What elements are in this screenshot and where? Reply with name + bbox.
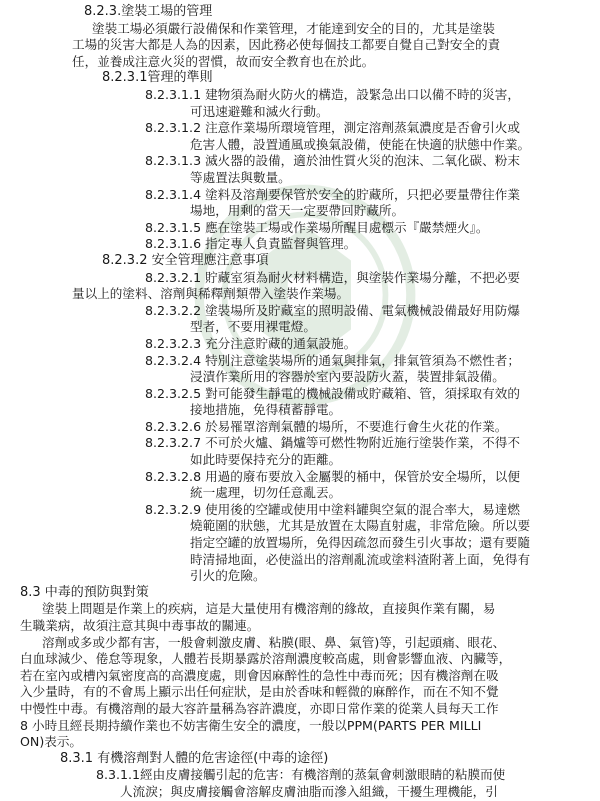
list-item: 8.2.3.2.3 充分注意貯藏的通氣設施。 [145,335,357,351]
list-item-continuation: 時清掃地面，必使溢出的溶劑亂流或塗料渣附著上面，免得有 [190,551,531,567]
list-item-continuation: 型者，不要用裸電燈。 [190,319,316,335]
list-item: 8.3.1.1經由皮膚接觸引起的危害：有機溶劑的蒸氣會刺激眼睛的粘膜而使 [96,767,506,783]
list-item-continuation: 可迅速避難和滅火行動。 [190,103,329,119]
section-heading-8-3-1: 8.3.1 有機溶劑對人體的危害途徑(中毒的途徑) [60,750,329,766]
list-item: 8.2.3.1.1 建物須為耐火防火的構造，設緊急出口以備不時的災害， [145,86,520,102]
list-item: 8.2.3.2.2 塗裝場所及貯藏室的照明設備、電氣機械設備最好用防爆 [145,302,520,318]
paragraph-line: 白血球減少、倦怠等現象，人體若長期暴露於溶劑濃度較高處，則會影響血液、內臟等， [20,651,512,667]
list-item-continuation: 統一處理，切勿任意亂丟。 [190,485,342,501]
list-item-continuation: 量以上的塗料、溶劑與稀釋劑類帶入塗裝作業場。 [72,286,350,302]
list-item-continuation: 浸漬作業所用的容器於室內要設防火蓋，裝置排氣設備。 [190,369,505,385]
paragraph-line: 入少量時，有的不會馬上顯示出任何症狀，是由於香味和輕微的麻醉作，而在不知不覺 [20,684,499,700]
list-item-continuation: 指定空罐的放置場所，免得因疏忽而發生引火事故；還有要隨 [190,535,531,551]
list-item-continuation: 燒範圍的狀態，尤其是放置在太陽直射處，非常危險。所以要 [190,518,531,534]
paragraph-line: 中慢性中毒。有機溶劑的最大容許量稱為容許濃度，亦即日常作業的從業人員每天工作 [20,701,499,717]
section-heading-8-3: 8.3 中毒的預防與對策 [20,584,149,600]
list-item: 8.2.3.1.2 注意作業場所環境管理，測定溶劑蒸氣濃度是否會引火或 [145,120,520,136]
list-item: 8.2.3.2.5 對可能發生靜電的機械設備或貯藏箱、管，須採取有效的 [145,385,520,401]
list-item-continuation: 人流淚；與皮膚接觸會溶解皮膚油脂而滲入組織，干擾生理機能，引 [120,784,498,799]
list-item: 8.2.3.2.1 貯藏室須為耐火材料構造，與塗裝作業場分離，不把必要 [145,269,520,285]
section-heading-8-2-3-1: 8.2.3.1管理的準則 [102,70,213,86]
list-item-continuation: 如此時要保持充分的距離。 [190,452,342,468]
list-item: 8.2.3.2.6 於易罹罩溶劑氣體的場所，不要進行會生火花的作業。 [145,418,508,434]
list-item: 8.2.3.2.4 特別注意塗裝場所的通氣與排氣，排氣管須為不燃性者； [145,352,520,368]
paragraph-line: 溶劑或多或少都有害，一般會刺激皮膚、粘膜(眼、鼻、氣管)等，引起頭痛、眼花、 [42,634,506,650]
list-item-continuation: 引火的危險。 [190,568,266,584]
paragraph-line: 生職業病，故須注意其與中毒事故的關連。 [20,618,260,634]
list-item-continuation: 接地措施，免得積蓄靜電。 [190,402,342,418]
paragraph-line: 任，並養成注意火災的習慣，故而安全教育也在於此。 [72,53,375,69]
paragraph-line: 8 小時且經長期持續作業也不妨害衛生安全的濃度，一般以PPM(PARTS PER MILLI [20,717,482,733]
paragraph-line: 若在室內或槽內氣密度高的高濃度處，則會因麻醉性的急性中毒而死；因有機溶劑在吸 [20,667,499,683]
list-item: 8.2.3.2.7 不可於火爐、鍋爐等可燃性物附近施行塗裝作業，不得不 [145,435,520,451]
list-item: 8.2.3.1.6 指定專人負責監督與管理。 [145,236,357,252]
list-item: 8.2.3.1.5 應在塗裝工場或作業場所醒目處標示『嚴禁煙火』。 [145,219,489,235]
paragraph-line: 塗裝上問題是作業上的疾病，這是大量使用有機溶劑的緣故，直接與作業有關，易 [42,601,496,617]
list-item-continuation: 等處置法與數量。 [190,169,291,185]
list-item: 8.2.3.2.9 使用後的空罐或使用中塗料罐與空氣的混合率大，易達燃 [145,501,520,517]
list-item-continuation: 危害人體，設置通風或換氣設備，使能在快適的狀態中作業。 [190,136,531,152]
section-heading-8-2-3: 8.2.3.塗裝工場的管理 [84,4,213,19]
paragraph-line: ON)表示。 [20,734,83,750]
list-item: 8.2.3.1.3 滅火器的設備，適於油性質火災的泡沫、二氧化碳、粉末 [145,153,520,169]
paragraph-line: 塗裝工場必須嚴行設備保和作業管理，才能達到安全的目的，尤其是塗裝 [92,20,495,36]
list-item: 8.2.3.2.8 用過的廢布要放入金屬製的桶中，保管於安全場所，以便 [145,468,520,484]
list-item-continuation: 場地，用剩的當天一定要帶回貯藏所。 [190,203,405,219]
list-item: 8.2.3.1.4 塗料及溶劑要保管於安全的貯藏所，只把必要量帶往作業 [145,186,520,202]
paragraph-line: 工場的災害大都是人為的因素，因此務必使每個技工都要自覺自己對安全的責 [72,37,501,53]
section-heading-8-2-3-2: 8.2.3.2 安全管理應注意事項 [102,252,269,268]
